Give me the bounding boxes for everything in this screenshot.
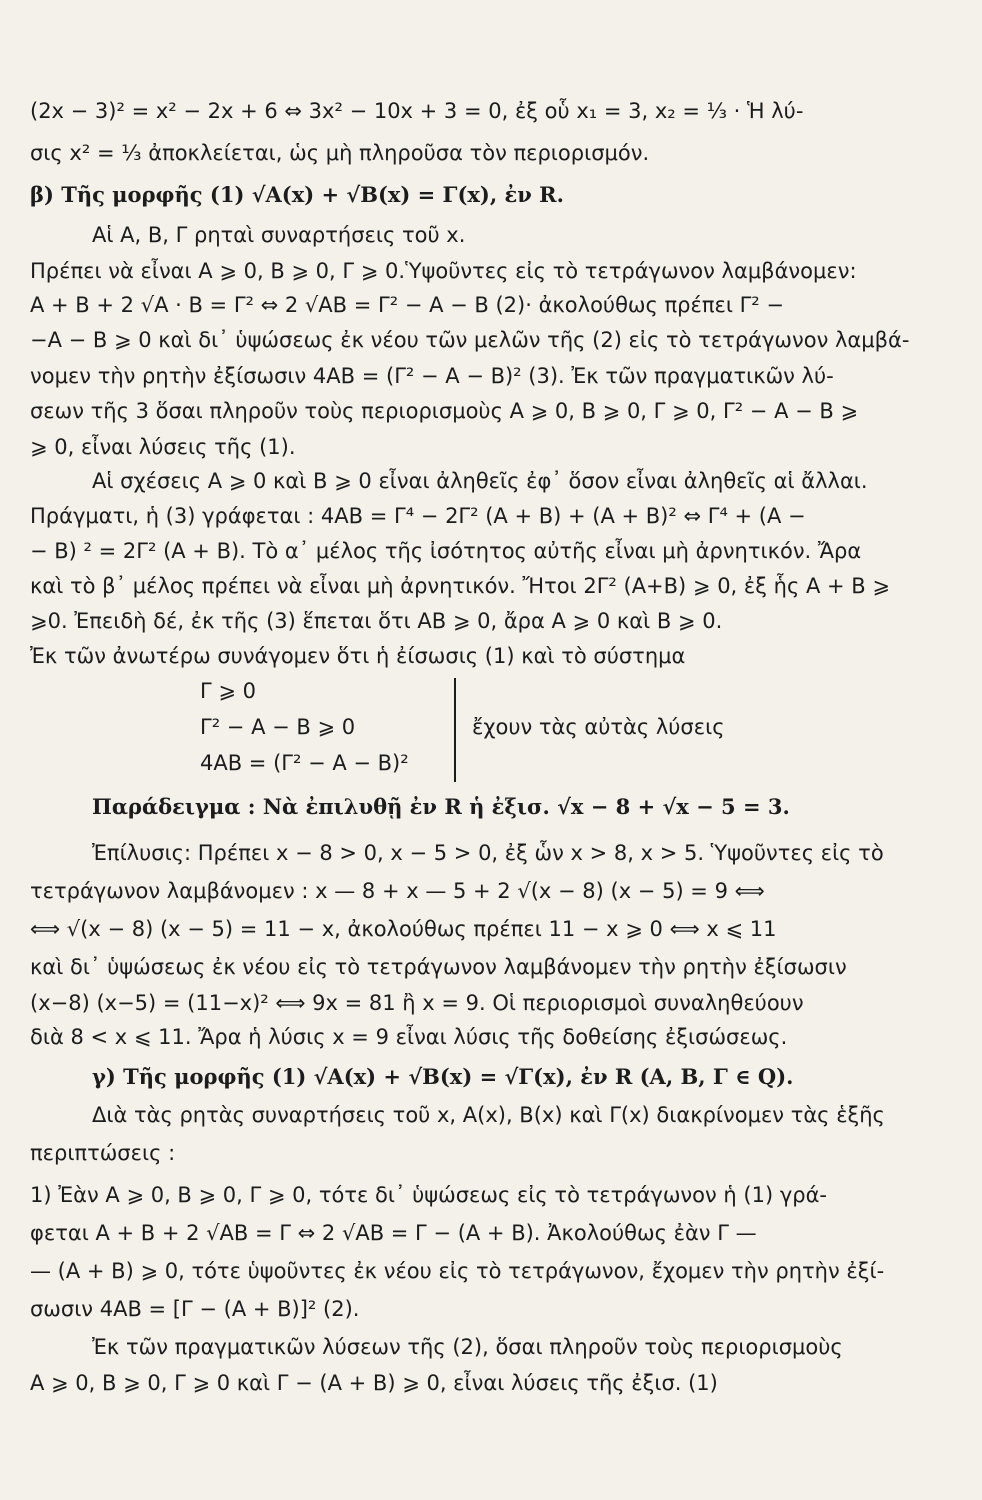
text-line: ⟺ √(x − 8) (x − 5) = 11 − x, ἀκολούθως πρέπει 11 − x ⩾ 0 ⟺ x ⩽ 11: [30, 917, 777, 941]
text-line: Πρέπει νὰ εἶναι Α ⩾ 0, Β ⩾ 0, Γ ⩾ 0.Ὑψοῦντες εἰς τὸ τετράγωνον λαμβάνομεν:: [30, 259, 857, 283]
system-bar: [454, 678, 456, 782]
text-line: σεων τῆς 3 ὅσαι πληροῦν τοὺς περιορισμοὺς Α ⩾ 0, Β ⩾ 0, Γ ⩾ 0, Γ² − Α − Β ⩾: [30, 399, 859, 423]
system-row: 4ΑΒ = (Γ² − Α − Β)²: [200, 751, 409, 775]
text-line: Ἐπίλυσις: Πρέπει x − 8 > 0, x − 5 > 0, ἐξ ὧν x > 8, x > 5. Ὑψοῦντες εἰς τὸ: [92, 841, 884, 865]
section-heading-b: β) Τῆς μορφῆς (1) √A(x) + √B(x) = Γ(x), ἐν R.: [30, 182, 564, 207]
text-line: (x−8) (x−5) = (11−x)² ⟺ 9x = 81 ἢ x = 9. Οἱ περιορισμοὶ συναληθεύουν: [30, 991, 804, 1015]
text-line: Ἐκ τῶν πραγματικῶν λύσεων τῆς (2), ὅσαι πληροῦν τοὺς περιορισμοὺς: [92, 1335, 843, 1359]
text-line: Α + Β + 2 √Α · Β = Γ² ⇔ 2 √ΑΒ = Γ² − Α − Β (2)· ἀκολούθως πρέπει Γ² −: [30, 293, 785, 317]
text-line: Αἱ σχέσεις Α ⩾ 0 καὶ Β ⩾ 0 εἶναι ἀληθεῖς ἐφ᾽ ὅσον εἶναι ἀληθεῖς αἱ ἄλλαι.: [92, 469, 868, 493]
section-heading-c: γ) Τῆς μορφῆς (1) √A(x) + √B(x) = √Γ(x), ἐν R (A, B, Γ ∈ Q).: [92, 1064, 794, 1089]
system-note: ἔχουν τὰς αὐτὰς λύσεις: [472, 715, 725, 739]
text-line: ⩾ 0, εἶναι λύσεις τῆς (1).: [30, 435, 296, 459]
text-line: — (Α + Β) ⩾ 0, τότε ὑψοῦντες ἐκ νέου εἰς τὸ τετράγωνον, ἔχομεν τὴν ρητὴν ἐξί-: [30, 1259, 885, 1283]
text-line: Διὰ τὰς ρητὰς συναρτήσεις τοῦ x, Α(x), Β(x) καὶ Γ(x) διακρίνομεν τὰς ἑξῆς: [92, 1103, 885, 1127]
text-line: περιπτώσεις :: [30, 1141, 176, 1165]
text-line: Πράγματι, ἡ (3) γράφεται : 4ΑΒ = Γ⁴ − 2Γ² (Α + Β) + (Α + Β)² ⇔ Γ⁴ + (Α −: [30, 504, 806, 528]
text-line: 1) Ἐὰν Α ⩾ 0, Β ⩾ 0, Γ ⩾ 0, τότε δι᾽ ὑψώσεως εἰς τὸ τετράγωνον ἡ (1) γρά-: [30, 1183, 827, 1207]
text-line: φεται Α + Β + 2 √ΑΒ = Γ ⇔ 2 √ΑΒ = Γ − (Α + Β). Ἀκολούθως ἐὰν Γ —: [30, 1221, 757, 1245]
text-line: καὶ τὸ β᾽ μέλος πρέπει νὰ εἶναι μὴ ἀρνητικόν. Ἤτοι 2Γ² (Α+Β) ⩾ 0, ἐξ ἧς Α + Β ⩾: [30, 574, 890, 598]
text-line: − Β) ² = 2Γ² (Α + Β). Τὸ α᾽ μέλος τῆς ἰσότητος αὐτῆς εἶναι μὴ ἀρνητικόν. Ἄρα: [30, 539, 862, 563]
text-line: (2x − 3)² = x² − 2x + 6 ⇔ 3x² − 10x + 3 = 0, ἐξ οὗ x₁ = 3, x₂ = ¹⁄₃ · Ἡ λύ-: [30, 99, 804, 123]
text-line: νομεν τὴν ρητὴν ἐξίσωσιν 4ΑΒ = (Γ² − Α − Β)² (3). Ἐκ τῶν πραγματικῶν λύ-: [30, 364, 834, 388]
system-row: Γ² − Α − Β ⩾ 0: [200, 715, 356, 739]
text-line: Α ⩾ 0, Β ⩾ 0, Γ ⩾ 0 καὶ Γ − (Α + Β) ⩾ 0, εἶναι λύσεις τῆς ἐξισ. (1): [30, 1371, 718, 1395]
text-line: καὶ δι᾽ ὑψώσεως ἐκ νέου εἰς τὸ τετράγωνον λαμβάνομεν τὴν ρητὴν ἐξίσωσιν: [30, 955, 847, 979]
example-heading: Παράδειγμα : Νὰ ἐπιλυθῇ ἐν R ἡ ἐξισ. √x − 8 + √x − 5 = 3.: [92, 794, 790, 819]
text-line: τετράγωνον λαμβάνομεν : x — 8 + x — 5 + 2 √(x − 8) (x − 5) = 9 ⟺: [30, 879, 765, 903]
text-line: −Α − Β ⩾ 0 καὶ δι᾽ ὑψώσεως ἐκ νέου τῶν μελῶν τῆς (2) εἰς τὸ τετράγωνον λαμβά-: [30, 328, 910, 352]
text-line: σις x² = ¹⁄₃ ἀποκλείεται, ὡς μὴ πληροῦσα τὸν περιορισμόν.: [30, 141, 650, 165]
system-row: Γ ⩾ 0: [200, 679, 257, 703]
text-line: Αἱ Α, Β, Γ ρηταὶ συναρτήσεις τοῦ x.: [92, 223, 466, 247]
text-line: διὰ 8 < x ⩽ 11. Ἄρα ἡ λύσις x = 9 εἶναι λύσις τῆς δοθείσης ἐξισώσεως.: [30, 1025, 788, 1049]
text-line: σωσιν 4ΑΒ = [Γ − (Α + Β)]² (2).: [30, 1297, 360, 1321]
text-line: ⩾0. Ἐπειδὴ δέ, ἐκ τῆς (3) ἕπεται ὅτι ΑΒ ⩾ 0, ἄρα Α ⩾ 0 καὶ Β ⩾ 0.: [30, 609, 723, 633]
text-line: Ἐκ τῶν ἀνωτέρω συνάγομεν ὅτι ἡ ἐίσωσις (1) καὶ τὸ σύστημα: [30, 644, 686, 668]
